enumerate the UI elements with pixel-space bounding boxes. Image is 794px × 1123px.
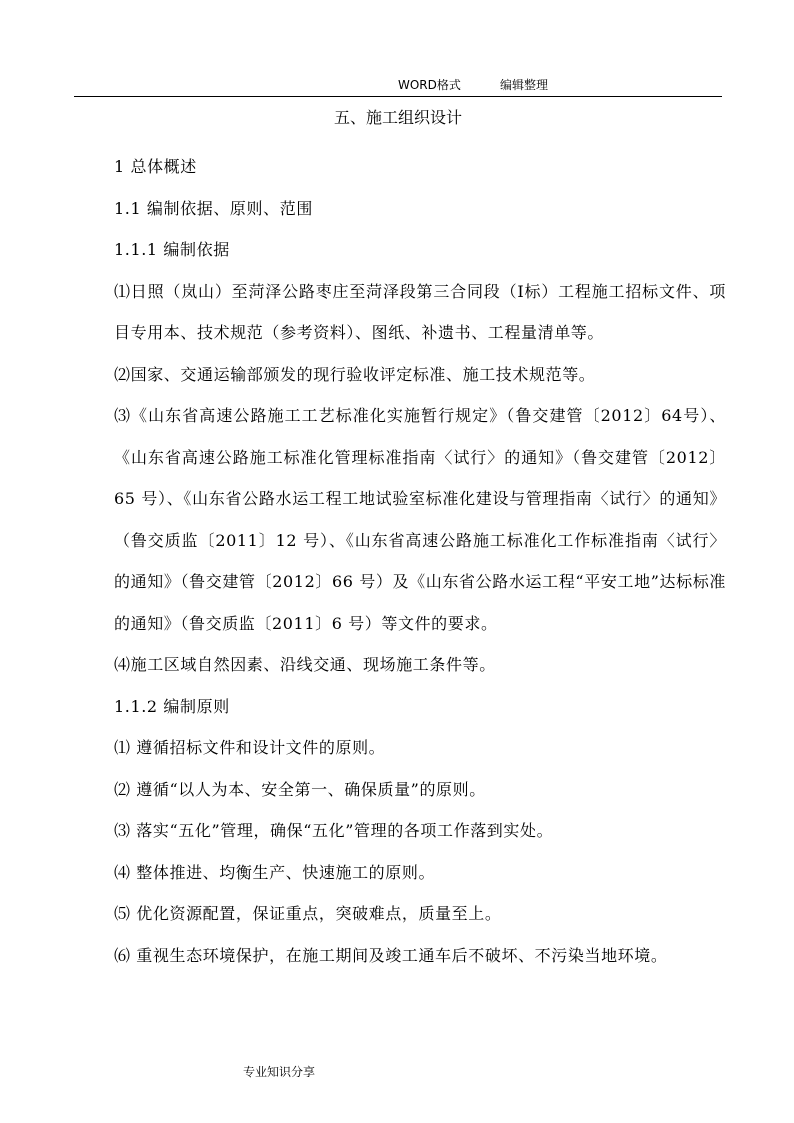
heading-1-1-1: 1.1.1 编制依据 — [114, 240, 230, 259]
principle-item-6: ⑹ 重视生态环境保护，在施工期间及竣工通车后不破坏、不污染当地环境。 — [114, 945, 668, 965]
heading-1-1-2: 1.1.2 编制原则 — [114, 696, 230, 716]
document-body — [82, 146, 726, 976]
basis-item-2: ⑵国家、交通运输部颁发的现行验收评定标准、施工技术规范等。 — [114, 364, 596, 384]
heading-1-1: 1.1 编制依据、原则、范围 — [114, 198, 313, 218]
page-header — [74, 74, 722, 97]
heading-1: 1 总体概述 — [114, 157, 197, 176]
page-footer: 专业知识分享 — [243, 1065, 316, 1079]
header-edit-label: 编辑整理 — [500, 78, 549, 92]
document-title: 五、施工组织设计 — [333, 108, 462, 127]
header-format-label: WORD格式 — [398, 78, 461, 92]
basis-item-3: ⑶《山东省高速公路施工工艺标准化实施暂行规定》（鲁交建管〔2012〕64号）、《山东省高速公路施工标准化管理标准指南〈试行〉的通知》（鲁交建管〔2012〕65 号）、《山东省公路水运工程工地试验室标准化建设与管理指南〈试行〉的通知》（鲁交质监〔2011〕12 号）、《山东省高速公路施工标准化工作标准指南〈试行〉的通知》（鲁交建管〔2012〕66 号）及《山东省公路水运工程“平安工地”达标标准的通知》（鲁交质监〔2011〕6 号）等文件的要求。 — [114, 406, 726, 633]
principle-item-4: ⑷ 整体推进、均衡生产、快速施工的原则。 — [114, 862, 436, 882]
basis-item-1: ⑴日照（岚山）至菏泽公路枣庄至菏泽段第三合同段（Ⅰ标）工程施工招标文件、项目专用本、技术规范（参考资料）、图纸、补遗书、工程量清单等。 — [114, 281, 726, 342]
principle-item-5: ⑸ 优化资源配置，保证重点，突破难点，质量至上。 — [114, 904, 502, 923]
basis-item-4: ⑷施工区域自然因素、沿线交通、现场施工条件等。 — [114, 655, 496, 674]
principle-item-2: ⑵ 遵循“以人为本、安全第一、确保质量”的原则。 — [114, 779, 486, 799]
principle-item-1: ⑴ 遵循招标文件和设计文件的原则。 — [114, 738, 386, 757]
principle-item-3: ⑶ 落实“五化”管理，确保“五化”管理的各项工作落到实处。 — [114, 821, 554, 840]
